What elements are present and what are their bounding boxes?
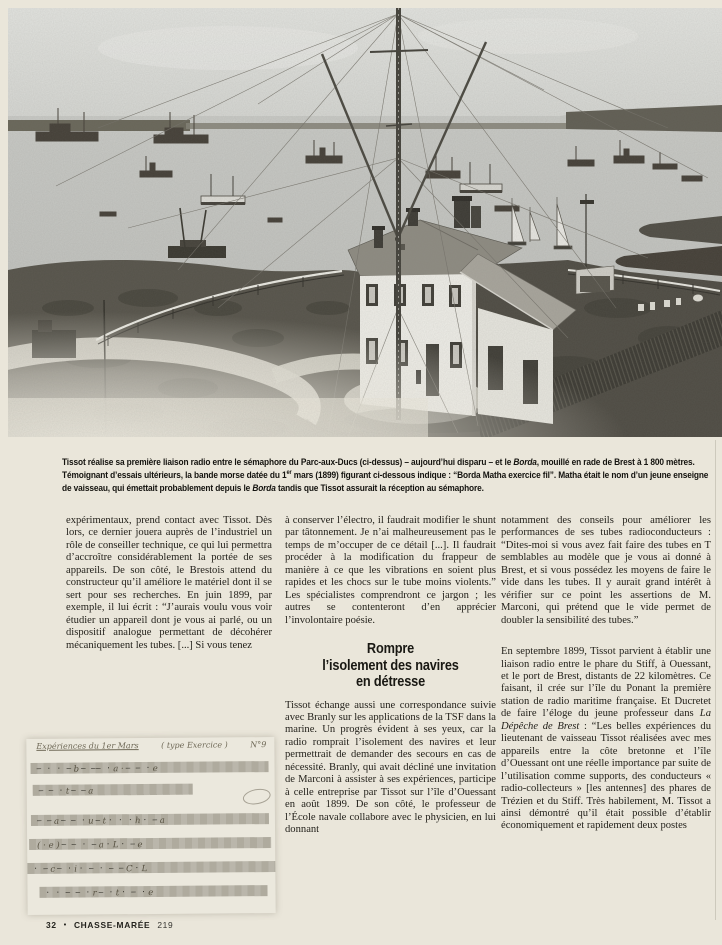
page-footer xyxy=(46,920,173,930)
morse-label-number: N°9 xyxy=(250,740,267,750)
article-column-2 xyxy=(285,515,496,837)
paragraph: à conserver l’électro, il faudrait modifier le shunt par tâtonnement. Je n’ai malheureusement pas le temps de m’occuper de ce détail [...]. Il faudrait procéder à la modification du frappeur de manière à ce que les vibrations en soient plus rapides et les chocs sur le tube moins violents.” Les spécialistes comprendront ce jargon ; les autres se contenteront d’en apprécier l’involontaire poésie. xyxy=(285,515,496,626)
paragraph: expérimentaux, prend contact avec Tissot. Dès lors, ce dernier jouera auprès de l’industriel un rôle de conseiller technique, ce qui lui permettra d’accroître considérablement la portée de ses appareils. De son côté, le Brestois attend du constructeur qu’il améliore le matériel dont il se sert pour ses recherches. En juin 1899, par exemple, il lui écrit : “J’aurais voulu vous voir étudier un appareil dont je vous ai parlé, ou un dispositif analogue permettant de décohérer mécaniquement les tubes. [...] Si vous tenez xyxy=(66,515,272,651)
morse-strip: — — · t — — a xyxy=(33,784,193,796)
page-number: 32 xyxy=(46,920,57,930)
photo-illustration xyxy=(8,8,722,437)
morse-label-type: ( type Exercice ) xyxy=(161,740,228,750)
morse-strip: ( · e ) — — · — a · L · — e xyxy=(29,837,271,850)
photo-caption: Tissot réalise sa première liaison radio entre le sémaphore du Parc-aux-Ducs (ci-dessus) – aujourd’hui disparu – et le Borda, mouillé en rade de Brest à 1 800 mètres. Témoignant d’essais ultérieurs, la bande morse datée du 1er mars (1899) figurant ci-dessous indique : “Borda Matha exercice fil”. Matha était le nom d’un jeune enseigne de vaisseau, qui émettait probablement depuis le Borda tandis que Tissot assurait la réception au sémaphore. xyxy=(62,456,709,494)
photo-semaphore-parc-aux-ducs xyxy=(8,8,722,437)
footer-separator-icon: • xyxy=(63,922,67,929)
section-heading: Rompre l’isolement des navires en détresse xyxy=(322,641,459,691)
morse-strip: — — a — — · u — t · · · h · — a xyxy=(31,813,269,826)
issue-number: 219 xyxy=(157,920,174,930)
paragraph: notamment des conseils pour améliorer les performances de ses tubes radioconducteurs : “Dites-moi si vous avez fait faire des tubes en T semblables au modèle que je vous ai donné à Brest, et si vous possédez les moyens de faire le vide dans les tubes. Il y aurait grand intérêt à vérifier sur ce point les assertions de M. Marconi, qui prétend que le vide permet de doubler la sensibilité des tubes.” xyxy=(501,515,711,626)
article-column-3 xyxy=(501,515,711,833)
morse-strip: — · · — b — — — · a · — — · e xyxy=(31,761,269,774)
morse-label-date: Expériences du 1er Mars xyxy=(36,741,139,751)
article-column-1 xyxy=(66,515,272,652)
stamp-oval-icon xyxy=(242,787,272,807)
morse-strip: · — c — · i · — · — — C · L xyxy=(27,861,275,874)
paragraph: Tissot échange aussi une correspondance suivie avec Branly sur les applications de la TSF dans la marine. Un progrès évident à ses yeux, car la radio romprait l’isolement des navires et leur permettrait de demander des secours en cas de nécessité. Branly, qui avait décliné une invitation de Marconi à assister à ses expériences, participe à celle entreprise par Tissot sur l’île d’Ouessant en août 1899. De son côté, le professeur de l’École navale collabore avec le physicien, en lui donnant xyxy=(285,699,496,836)
morse-band-figure xyxy=(26,737,275,915)
morse-strip: · · — — · r — · t · — · e xyxy=(39,885,267,898)
magazine-title: CHASSE-MARÉE xyxy=(73,920,151,930)
paragraph: En septembre 1899, Tissot parvient à établir une liaison radio entre le phare du Stiff, à Ouessant, et le port de Brest, distants de 22 kilomètres. Ce faisant, il crée sur l’île du Ponant la première station de radio maritime française. Et Ducretet de faire l’éloge du jeune professeur dans La Dépêche de Brest : “Les belles expériences du lieutenant de vaisseau Tissot réalisées avec mes appareils entre la côte bretonne et l’île d’Ouessant ont une réelle importance par suite de l’utilisation comme supports, des conducteurs « radio-collecteurs » [les antennes] des phares de Trézien et du Stiff. Très habilement, M. Tissot a ainsi démontré qu’il était possible d’établir économiquement et rapidement deux postes xyxy=(501,646,711,832)
morse-handwritten-label xyxy=(36,740,266,751)
page-edge-line xyxy=(715,440,716,920)
